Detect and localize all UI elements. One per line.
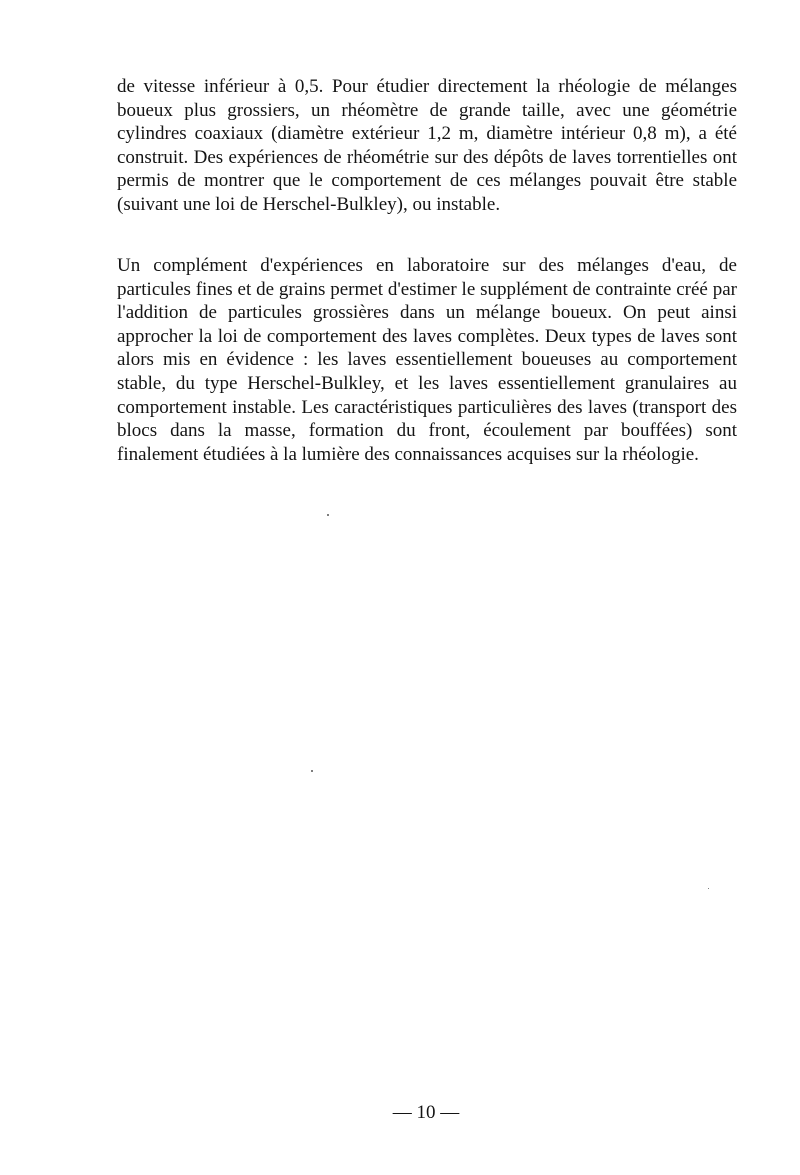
scan-speck <box>327 514 329 516</box>
scan-speck <box>708 888 709 889</box>
scan-speck <box>311 770 313 772</box>
paragraph-rheometry: de vitesse inférieur à 0,5. Pour étudier directement la rhéologie de mélanges boueux plus grossiers, un rhéomètre de grande taille, avec une géométrie cylindres coaxiaux (diamètre extérieur 1,2 m, diamètre intérieur 0,8 m), a été construit. Des expériences de rhéométrie sur des dépôts de laves torrentielles ont permis de montrer que le comportement de ces mélanges pouvait être stable (suivant une loi de Herschel-Bulkley), ou instable. <box>117 76 737 215</box>
page-number: — 10 — <box>392 1102 460 1123</box>
paragraph-laboratory-experiments: Un complément d'expériences en laboratoire sur des mélanges d'eau, de particules fines et de grains permet d'estimer le supplément de contrainte créé par l'addition de particules grossières dans un mélange boueux. On peut ainsi approcher la loi de comportement des laves complètes. Deux types de laves sont alors mis en évidence : les laves essentiellement boueuses au comportement stable, du type Herschel-Bulkley, et les laves essentiellement granulaires au comportement instable. Les caractéristiques particulières des laves (transport des blocs dans la masse, formation du front, écoulement par bouffées) sont finalement étudiées à la lumière des connaissances acquises sur la rhéologie. <box>117 255 737 465</box>
